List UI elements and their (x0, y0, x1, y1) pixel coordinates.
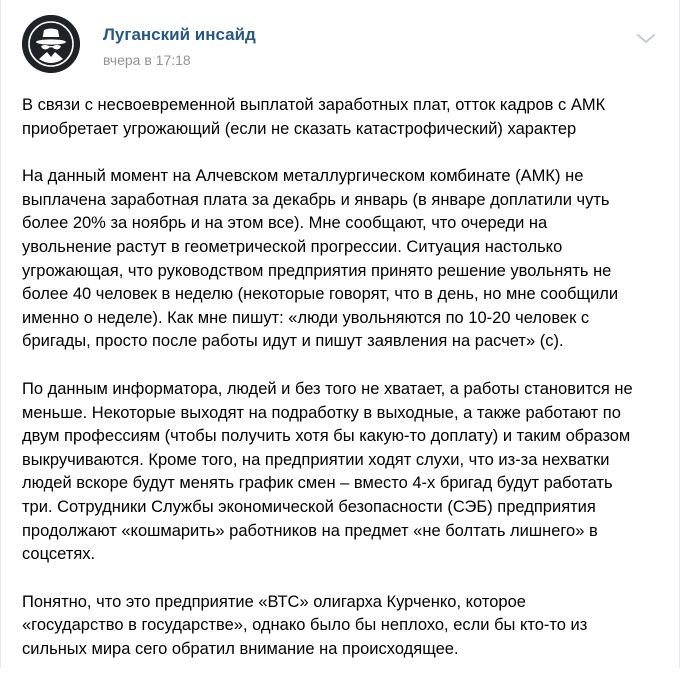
chevron-down-icon[interactable] (634, 31, 658, 47)
post-text (22, 94, 662, 685)
post-header (22, 15, 662, 71)
paragraph-4: Понятно, что это предприятие «ВТС» олигарха Курченко, которое «государство в государстве», однако было бы неплохо, если бы кто-то из сильных мира сего обратил внимание на происходящее. (22, 592, 588, 658)
author-name[interactable]: Луганский инсайд (103, 25, 256, 44)
paragraph-2: На данный момент на Алчевском металлургическом комбинате (АМК) не выплачена заработная плата за декабрь и январь (в январе доплатили чуть более 20% за ноябрь и на этом все). Мне сообщают, что очереди на увольнение растут в геометрической прогрессии. Ситуация настолько угрожающая, что руководством предприятия принято решение увольнять не более 40 человек в неделю (некоторые говорят, что в день, но мне сообщили именно о неделе). Как мне пишут: «люди увольняются по 10-20 человек с бригады, просто после работы идут и пишут заявления на расчет» (с). (22, 167, 619, 351)
paragraph-3: По данным информатора, людей и без того не хватает, а работы становится не меньше. Некоторые выходят на подработку в выходные, а также работают по двум профессиям (чтобы получить хотя бы какую-то доплату) и таким образом выкручиваются. Кроме того, на предприятии ходят слухи, что из-за нехватки людей вскоре будут менять график смен – вместо 4-х бригад будут работать три. Сотрудники Службы экономической безопасности (СЭБ) предприятия продолжают «кошмарить» работников на предмет «не болтать лишнего» в соцсетях. (22, 379, 633, 564)
paragraph-1: В связи с несвоевременной выплатой заработных плат, отток кадров с АМК приобретает угрожающий (если не сказать катастрофический) характер (22, 96, 606, 138)
spy-hat-icon (22, 15, 80, 73)
post-date[interactable]: вчера в 17:18 (103, 52, 191, 68)
avatar[interactable] (22, 15, 80, 73)
